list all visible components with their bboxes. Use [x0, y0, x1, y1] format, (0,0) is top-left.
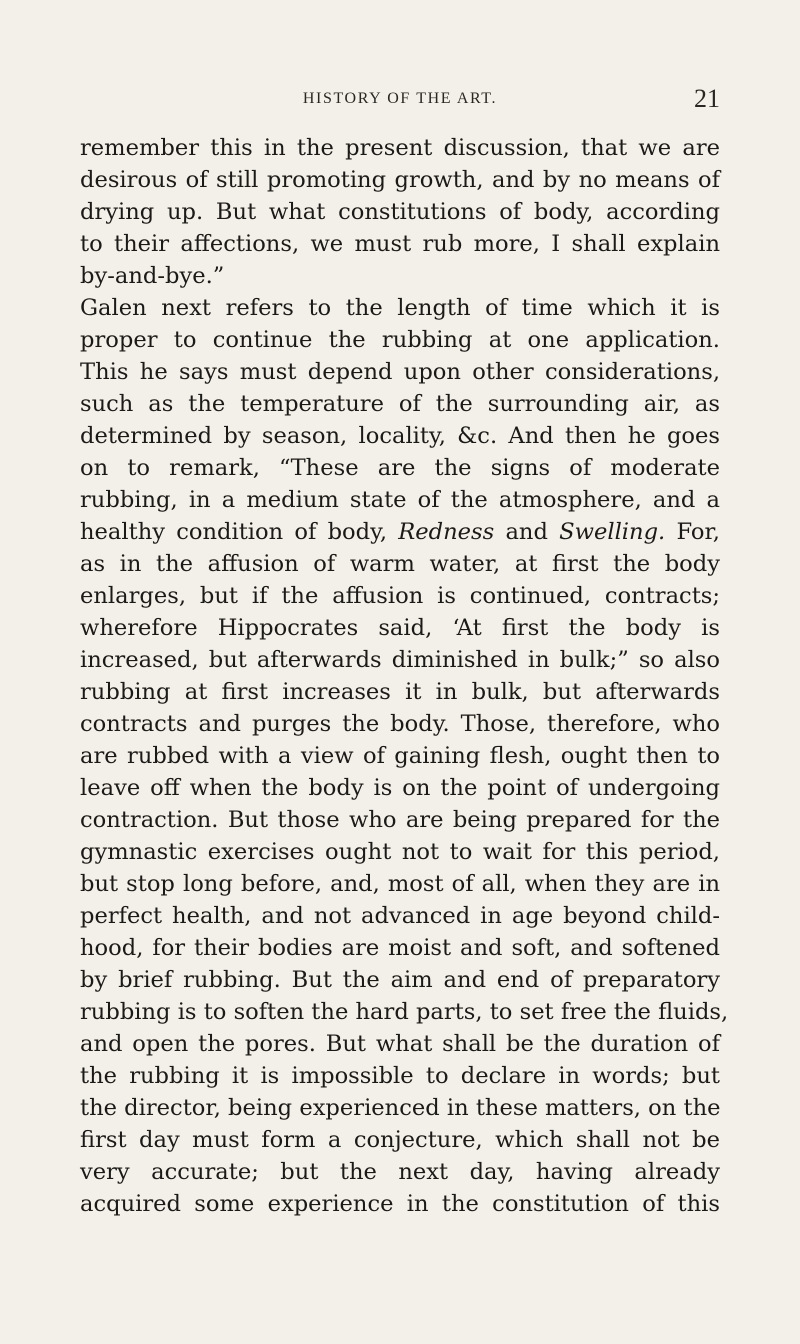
- text-line: are rubbed with a view of gaining flesh, ought then to: [80, 743, 720, 769]
- text-line: rubbing, in a medium state of the atmosphere, and a: [80, 487, 720, 513]
- text-line: by brief rubbing. But the aim and end of preparatory: [80, 967, 720, 993]
- text-line: wherefore Hippocrates said, ‘At first the body is: [80, 615, 720, 641]
- text-line: by-and-bye.”: [80, 263, 225, 289]
- running-title: HISTORY OF THE ART.: [302, 90, 498, 107]
- text-line: drying up. But what constitutions of body, according: [80, 199, 720, 225]
- text-line: such as the temperature of the surrounding air, as: [80, 391, 720, 417]
- text-line: gymnastic exercises ought not to wait for this period,: [80, 839, 720, 865]
- italic-term-redness: Redness: [398, 519, 495, 545]
- text-line: This he says must depend upon other considerations,: [80, 359, 720, 385]
- text-line: perfect health, and not advanced in age beyond child-: [80, 903, 720, 929]
- text-line: contraction. But those who are being prepared for the: [80, 807, 720, 833]
- text-line: as in the affusion of warm water, at first the body: [80, 551, 720, 577]
- text-line: the director, being experienced in these matters, on the: [80, 1095, 721, 1121]
- text-line: first day must form a conjecture, which shall not be: [80, 1127, 720, 1153]
- text-line: proper to continue the rubbing at one application.: [80, 327, 720, 353]
- text-line: to their affections, we must rub more, I shall explain: [80, 231, 720, 257]
- text-line: enlarges, but if the affusion is continued, contracts;: [80, 583, 720, 609]
- body-text: [80, 132, 729, 1220]
- page-number: 21: [694, 84, 720, 113]
- text-line: on to remark, “These are the signs of moderate: [80, 455, 720, 481]
- text-line: hood, for their bodies are moist and soft, and softened: [80, 935, 720, 961]
- line-segment: healthy condition of body,: [80, 519, 388, 545]
- text-line: acquired some experience in the constitution of this: [80, 1191, 720, 1217]
- line-segment: and: [494, 519, 560, 545]
- text-line-with-italics: [80, 516, 720, 548]
- text-line: the rubbing it is impossible to declare in words; but: [80, 1063, 720, 1089]
- text-line: very accurate; but the next day, having already: [80, 1159, 720, 1185]
- text-line: desirous of still promoting growth, and by no means of: [80, 167, 720, 193]
- italic-term-swelling: Swelling.: [559, 519, 666, 545]
- text-line: rubbing at first increases it in bulk, but afterwards: [80, 679, 720, 705]
- text-line: contracts and purges the body. Those, therefore, who: [80, 711, 720, 737]
- text-line: leave off when the body is on the point of undergoing: [80, 775, 720, 801]
- text-line: rubbing is to soften the hard parts, to set free the fluids,: [80, 999, 729, 1025]
- running-head: [80, 84, 720, 114]
- text-line: increased, but afterwards diminished in bulk;” so also: [80, 647, 720, 673]
- text-line: but stop long before, and, most of all, when they are in: [80, 871, 720, 897]
- text-line: remember this in the present discussion, that we are: [80, 135, 720, 161]
- text-line: and open the pores. But what shall be the duration of: [80, 1031, 720, 1057]
- text-line: determined by season, locality, &c. And then he goes: [80, 423, 720, 449]
- paragraph-start-line: Galen next refers to the length of time which it is: [80, 295, 720, 321]
- line-segment: For,: [665, 519, 720, 545]
